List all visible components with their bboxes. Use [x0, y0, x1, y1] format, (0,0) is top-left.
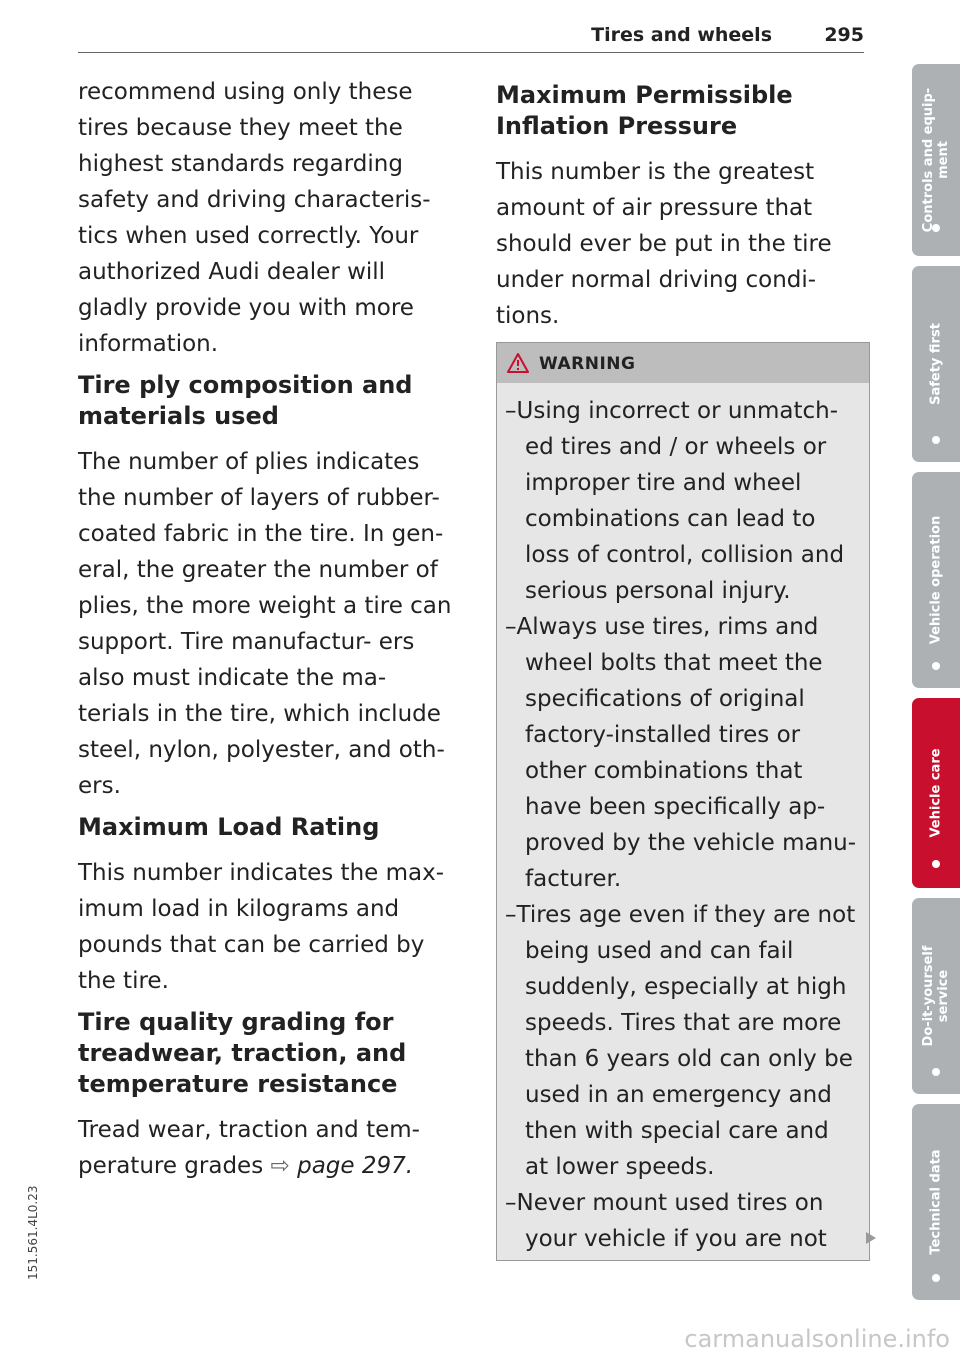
section-body: Tread wear, traction and tem- perature grades	[78, 1117, 420, 1179]
arrow-right-icon: ⇨	[270, 1153, 290, 1179]
section-heading: Maximum Load Rating	[78, 813, 380, 841]
watermark: carmanualsonline.info	[684, 1325, 950, 1353]
tab-marker-dot	[932, 436, 940, 444]
warning-item: –Always use tires, rims and wheel bolts that meet the specifications of original factory-installed tires or other combinations that have been specifically ap- proved by the vehicle manu- facturer.	[505, 614, 857, 892]
tab-label: Controls and equip- ment	[921, 87, 951, 233]
continue-arrow-icon	[864, 1230, 878, 1250]
tab-marker-dot	[932, 1274, 940, 1282]
warning-box	[496, 342, 870, 1261]
document-id: 151.561.4L0.23	[26, 1185, 40, 1280]
tab-label: Safety first	[928, 323, 944, 405]
tab-technical-data[interactable]	[912, 1104, 960, 1300]
warning-item: –Using incorrect or unmatch- ed tires and / or wheels or improper tire and wheel combinations can lead to loss of control, collision and serious personal injury.	[505, 398, 845, 604]
section-heading: Tire ply composition and materials used	[78, 371, 413, 430]
warning-item: –Tires age even if they are not being used and can fail suddenly, especially at high speeds. Tires that are more than 6 years old can only be used in an emergency and then with special care and at lower speeds.	[505, 902, 856, 1180]
section-heading: Tire quality grading for treadwear, traction, and temperature resistance	[78, 1008, 407, 1098]
warning-list	[497, 383, 869, 1257]
left-column	[78, 74, 456, 1192]
tab-label: Technical data	[928, 1149, 944, 1255]
page-reference-link[interactable]: page 297.	[297, 1153, 414, 1179]
tab-safety-first[interactable]	[912, 266, 960, 462]
tab-label: Vehicle care	[928, 748, 944, 838]
section-heading: Maximum Permissible Inflation Pressure	[496, 81, 793, 140]
tab-do-it-yourself-service[interactable]	[912, 898, 960, 1094]
tab-marker-dot	[932, 662, 940, 670]
warning-header	[497, 343, 869, 383]
page-number: 295	[824, 24, 864, 46]
intro-paragraph: recommend using only these tires because they meet the highest standards regarding safety and driving characteris- tics when used correctly. Your authorized Audi dealer will gladly provide you with more information.	[78, 79, 431, 357]
tab-vehicle-care[interactable]	[912, 698, 960, 888]
warning-item: –Never mount used tires on your vehicle if you are not	[505, 1190, 827, 1252]
section-body: This number is the greatest amount of air pressure that should ever be put in the tire under normal driving condi- tions.	[496, 159, 832, 329]
section-title: Tires and wheels	[591, 24, 772, 46]
tab-label: Vehicle operation	[928, 515, 944, 645]
right-column	[496, 74, 874, 342]
tab-label: Do-it-yourself service	[921, 945, 951, 1047]
warning-title: WARNING	[539, 354, 636, 374]
section-body: The number of plies indicates the number of layers of rubber- coated fabric in the tire. In gen- eral, the greater the number of plies, the more weight a tire can support. Tire manufactur- ers also must indicate the ma- terials in the tire, which include steel, nylon, polyester, and oth- ers.	[78, 449, 452, 799]
tab-controls-and-equipment[interactable]	[912, 64, 960, 256]
section-body: This number indicates the max- imum load in kilograms and pounds that can be carried by the tire.	[78, 860, 445, 994]
section-body-with-link	[78, 1112, 456, 1184]
warning-triangle-icon	[507, 353, 529, 377]
tab-marker-dot	[932, 860, 940, 868]
page-header	[78, 20, 864, 53]
tab-vehicle-operation[interactable]	[912, 472, 960, 688]
